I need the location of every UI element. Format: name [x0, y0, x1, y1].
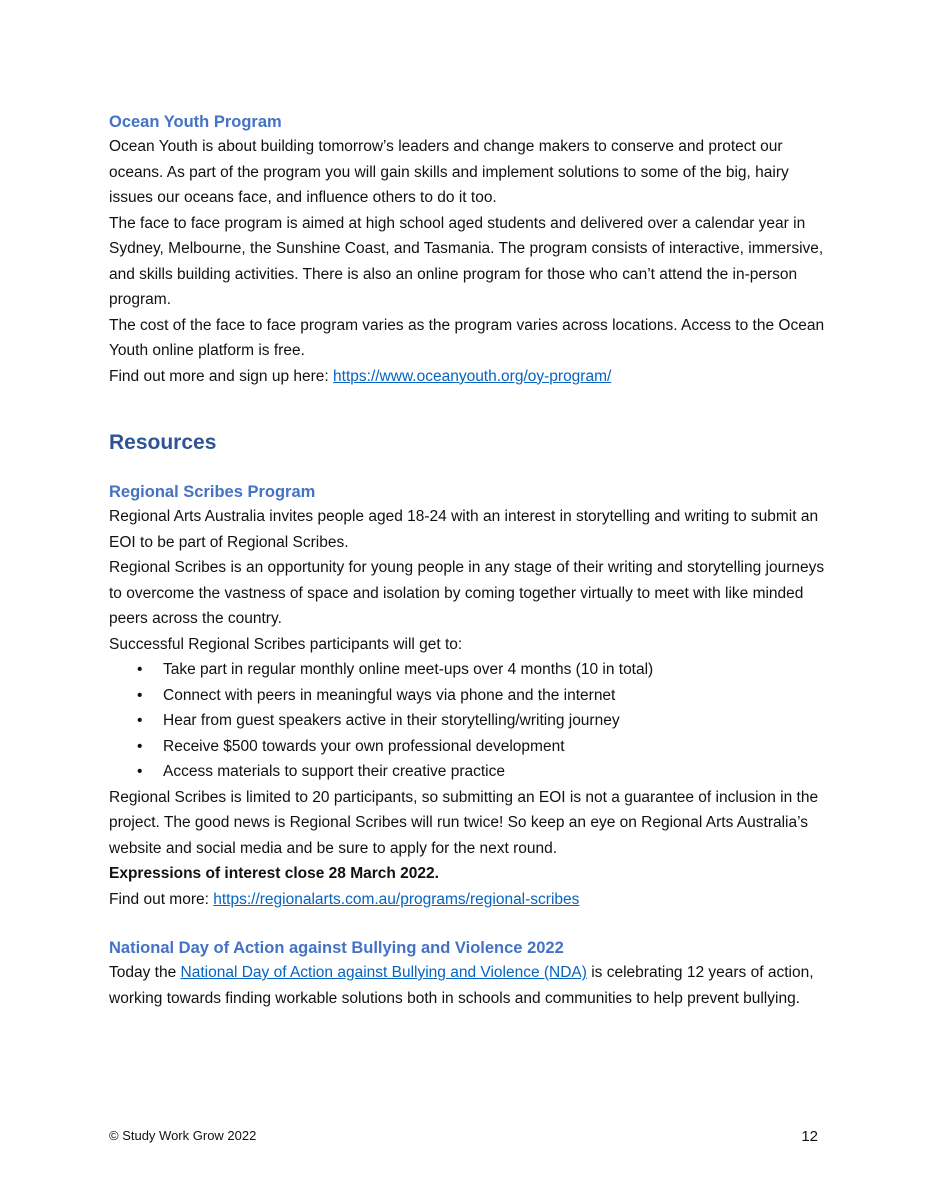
- bullet-icon: •: [137, 686, 143, 704]
- nda-link[interactable]: National Day of Action against Bullying and Violence (NDA): [180, 964, 587, 981]
- ocean-youth-link[interactable]: https://www.oceanyouth.org/oy-program/: [333, 367, 612, 385]
- nda-prefix: Today the: [109, 964, 181, 981]
- list-item-text: Access materials to support their creative practice: [163, 763, 505, 780]
- regional-scribes-link-prefix: Find out more:: [109, 890, 214, 908]
- footer-page-number: 12: [801, 1128, 818, 1145]
- regional-scribes-paragraph-5: [109, 887, 829, 913]
- regional-scribes-paragraph-3: Successful Regional Scribes participants will get to:: [109, 635, 463, 653]
- regional-scribes-paragraph-2: Regional Scribes is an opportunity for young people in any stage of their writing and storytelling journeys to overcome the vastness of space and isolation by coming together virtually to meet with like minded peers across the country.: [109, 559, 825, 627]
- list-item-text: Hear from guest speakers active in their storytelling/writing journey: [163, 712, 620, 729]
- regional-scribes-link[interactable]: https://regionalarts.com.au/programs/regional-scribes: [213, 890, 580, 908]
- bullet-icon: •: [137, 661, 143, 678]
- regional-scribes-heading: Regional Scribes Program: [109, 483, 316, 501]
- list-item-text: Connect with peers in meaningful ways via phone and the internet: [163, 686, 616, 704]
- nda-paragraph: [109, 960, 829, 1011]
- regional-scribes-deadline: Expressions of interest close 28 March 2022.: [109, 865, 439, 882]
- list-item-text: Take part in regular monthly online meet-ups over 4 months (10 in total): [163, 661, 654, 678]
- regional-scribes-paragraph-1: Regional Arts Australia invites people aged 18-24 with an interest in storytelling and writing to submit an EOI to be part of Regional Scribes.: [109, 508, 819, 551]
- resources-heading: Resources: [109, 431, 217, 454]
- ocean-youth-paragraph-1: Ocean Youth is about building tomorrow’s leaders and change makers to conserve and protect our oceans. As part of the program you will gain skills and implement solutions to some of the big, hairy issues our oceans face, and influence others to do it too.: [109, 138, 789, 206]
- page-content: [109, 110, 829, 1011]
- bullet-icon: •: [137, 712, 143, 729]
- ocean-youth-heading: Ocean Youth Program: [109, 113, 282, 131]
- regional-scribes-paragraph-4: Regional Scribes is limited to 20 participants, so submitting an EOI is not a guarantee of inclusion in the project. The good news is Regional Scribes will run twice! So keep an eye on Regional Arts Australia’s website and social media and be sure to apply for the next round.: [109, 788, 819, 857]
- list-item: [137, 683, 829, 709]
- footer-copyright: © Study Work Grow 2022: [109, 1128, 257, 1143]
- list-item-text: Receive $500 towards your own professional development: [163, 737, 565, 755]
- list-item: [137, 759, 829, 785]
- nda-suffix: is celebrating 12 years of action, working towards finding workable solutions both in schools and communities to help prevent bullying.: [109, 964, 814, 1007]
- nda-heading: National Day of Action against Bullying and Violence 2022: [109, 939, 564, 957]
- bullet-icon: •: [137, 763, 143, 780]
- ocean-youth-paragraph-3: The cost of the face to face program varies as the program varies across locations. Access to the Ocean Youth online platform is free.: [109, 316, 825, 359]
- regional-scribes-benefits-list: [109, 657, 829, 785]
- bullet-icon: •: [137, 737, 143, 755]
- list-item: [137, 734, 829, 760]
- ocean-youth-link-prefix: Find out more and sign up here:: [109, 367, 334, 385]
- ocean-youth-paragraph-4: [109, 364, 829, 390]
- list-item: [137, 708, 829, 734]
- list-item: [137, 657, 829, 683]
- ocean-youth-paragraph-2: The face to face program is aimed at high school aged students and delivered over a calendar year in Sydney, Melbourne, the Sunshine Coast, and Tasmania. The program consists of interactive, immersive, and skills building activities. There is also an online program for those who can’t attend the in-person program.: [109, 214, 824, 308]
